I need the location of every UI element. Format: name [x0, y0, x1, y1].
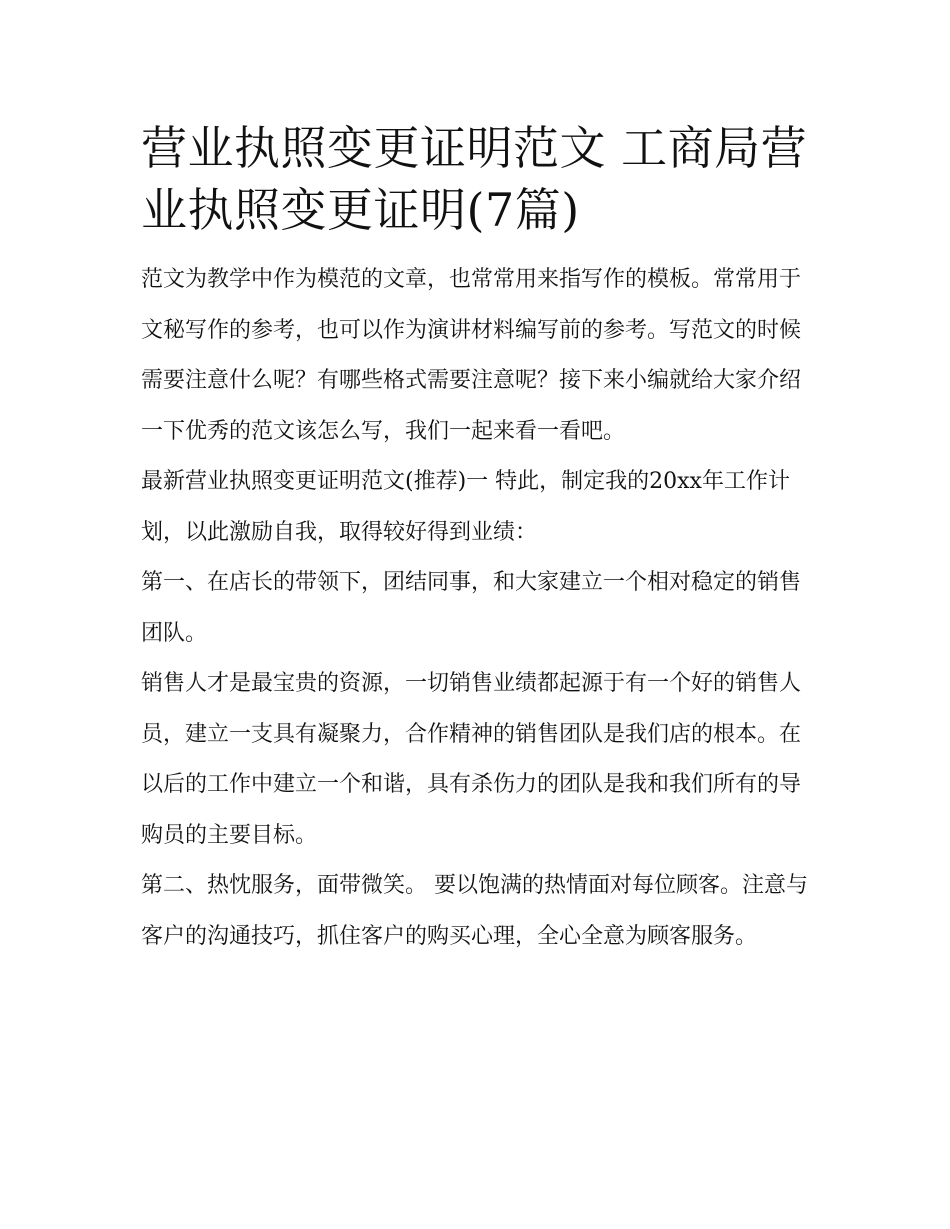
paragraph-point-one: 第一、在店长的带领下，团结同事，和大家建立一个相对稳定的销售团队。 — [141, 570, 802, 646]
document-body — [141, 117, 811, 962]
paragraph-sales-team: 销售人才是最宝贵的资源，一切销售业绩都起源于有一个好的销售人员，建立一支具有凝聚力，合作精神的销售团队是我们店的根本。在以后的工作中建立一个和谐，具有杀伤力的团队是我和我们所有的导购员的主要目标。 — [141, 671, 802, 848]
paragraph-plan: 最新营业执照变更证明范文(推荐)一 特此，制定我的20xx年工作计划，以此激励自我，取得较好得到业绩： — [141, 469, 790, 545]
paragraph-intro: 范文为教学中作为模范的文章，也常常用来指写作的模板。常常用于文秘写作的参考，也可以作为演讲材料编写前的参考。写范文的时候需要注意什么呢？有哪些格式需要注意呢？接下来小编就给大家介绍一下优秀的范文该怎么写，我们一起来看一看吧。 — [141, 267, 802, 444]
document-title: 营业执照变更证明范文 工商局营业执照变更证明(7篇) — [141, 121, 808, 237]
paragraph-point-two: 第二、热忱服务，面带微笑。 要以饱满的热情面对每位顾客。注意与客户的沟通技巧，抓住客户的购买心理，全心全意为顾客服务。 — [141, 873, 808, 949]
